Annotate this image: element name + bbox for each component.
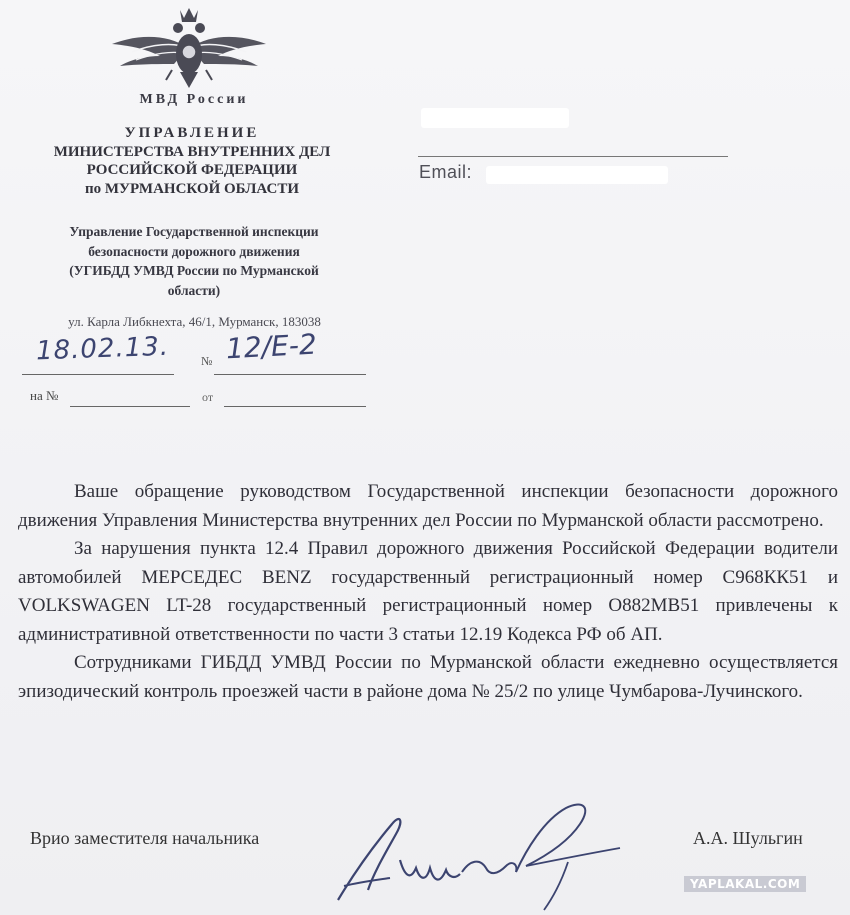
redacted-email (486, 166, 668, 184)
handwritten-signature (330, 790, 650, 915)
department-title (24, 124, 360, 198)
sub-line-4: области) (167, 282, 221, 298)
from-line (224, 406, 366, 407)
body-paragraph-2: За нарушения пункта 12.4 Правил дорожного движения Российской Федерации водители автомобилей МЕРСЕДЕС BENZ государственный регистрационный номер С968КК51 и VOLKSWAGEN LT-28 государственный регистрационный номер О882МВ51 привлечены к административной ответственности по части 3 статьи 12.19 Кодекса РФ об АП. (18, 538, 838, 645)
signer-name: А.А. Шульгин (693, 828, 803, 848)
date-line (22, 374, 174, 375)
number-line (214, 374, 366, 375)
registration-date: 18.02.13. (35, 331, 170, 367)
office-address: ул. Карла Либкнехта, 46/1, Мурманск, 183038 (68, 314, 321, 329)
dept-line-1: УПРАВЛЕНИЕ (124, 125, 260, 141)
number-label: № (201, 354, 213, 368)
subdivision-title (24, 222, 364, 300)
body-paragraph-1: Ваше обращение руководством Государственной инспекции безопасности дорожного движения Управления Министерства внутренних дел России по Мурманской области рассмотрено. (18, 481, 838, 531)
reference-line (70, 406, 190, 407)
site-watermark: YAPLAKAL.COM (684, 876, 806, 892)
dept-line-3: РОССИЙСКОЙ ФЕДЕРАЦИИ (86, 162, 298, 178)
body-paragraph-3: Сотрудниками ГИБДД УМВД России по Мурманской области ежедневно осуществляется эпизодический контроль проезжей части в районе дома № 25/2 по улице Чумбарова-Лучинского. (18, 652, 838, 702)
sub-line-2: безопасности дорожного движения (88, 243, 300, 259)
registration-number: 12/Е-2 (225, 327, 318, 366)
recipient-line (418, 156, 728, 157)
sub-line-3: (УГИБДД УМВД России по Мурманской (69, 263, 319, 278)
redacted-recipient-name (421, 108, 569, 128)
dept-line-2: МИНИСТЕРСТВА ВНУТРЕННИХ ДЕЛ (53, 143, 331, 160)
signer-title: Врио заместителя начальника (30, 828, 260, 848)
from-label: от (202, 390, 214, 404)
reference-label: на № (30, 388, 59, 403)
dept-line-4: по МУРМАНСКОЙ ОБЛАСТИ (85, 180, 299, 197)
agency-short-name: МВД России (139, 92, 249, 107)
email-label: Email: (419, 162, 473, 182)
letter-body (18, 478, 838, 706)
mvd-eagle-emblem-icon (108, 4, 270, 90)
sub-line-1: Управление Государственной инспекции (69, 224, 319, 239)
